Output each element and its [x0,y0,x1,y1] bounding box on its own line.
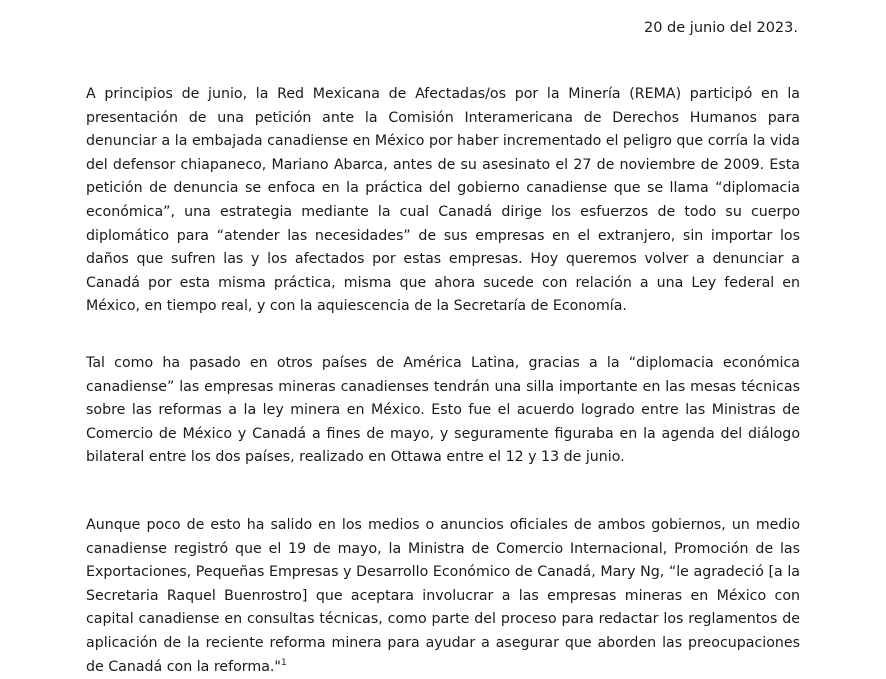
paragraph-minister-statement-text: Aunque poco de esto ha salido en los medios o anuncios oficiales de ambos gobiernos, un medio canadiense registró que el 19 de mayo, la Ministra de Comercio Internacional, Promoción de las Exportaciones, Pequeñas Empresas y Desarrollo Económico de Canadá, Mary Ng, “le agradeció [a la Secretaria Raquel Buenrostro] que aceptara involucrar a las empresas mineras en México con capital canadiense en consultas técnicas, como parte del proceso para redactar los reglamentos de aplicación de la reciente reforma minera para ayudar a asegurar que aborden las preocupaciones de Canadá con la reforma." [86,517,800,675]
paragraph-economic-diplomacy: Tal como ha pasado en otros países de América Latina, gracias a la “diplomacia económica canadiense” las empresas mineras canadienses tendrán una silla importante en las mesas técnicas sobre las reformas a la ley minera en México. Esto fue el acuerdo logrado entre las Ministras de Comercio de México y Canadá a fines de mayo, y seguramente figuraba en la agenda del diálogo bilateral entre los dos países, realizado en Ottawa entre el 12 y 13 de junio. [86,355,800,466]
paragraph-minister-statement [86,514,800,679]
paragraph-rema-petition: A principios de junio, la Red Mexicana de Afectadas/os por la Minería (REMA) participó en la presentación de una petición ante la Comisión Interamericana de Derechos Humanos para denunciar a la embajada canadiense en México por haber incrementado el peligro que corría la vida del defensor chiapaneco, Mariano Abarca, antes de su asesinato el 27 de noviembre de 2009. Esta petición de denuncia se enfoca en la práctica del gobierno canadiense que se llama “diplomacia económica”, una estrategia mediante la cual Canadá dirige los esfuerzos de todo su cuerpo diplomático para “atender las necesidades” de sus empresas en el extranjero, sin importar los daños que sufren las y los afectados por estas empresas. Hoy queremos volver a denunciar a Canadá por esta misma práctica, misma que ahora sucede con relación a una Ley federal en México, en tiempo real, y con la aquiescencia de la Secretaría de Economía. [86,86,800,315]
document-date: 20 de junio del 2023. [644,20,798,36]
footnote-reference[interactable]: 1 [280,657,287,668]
